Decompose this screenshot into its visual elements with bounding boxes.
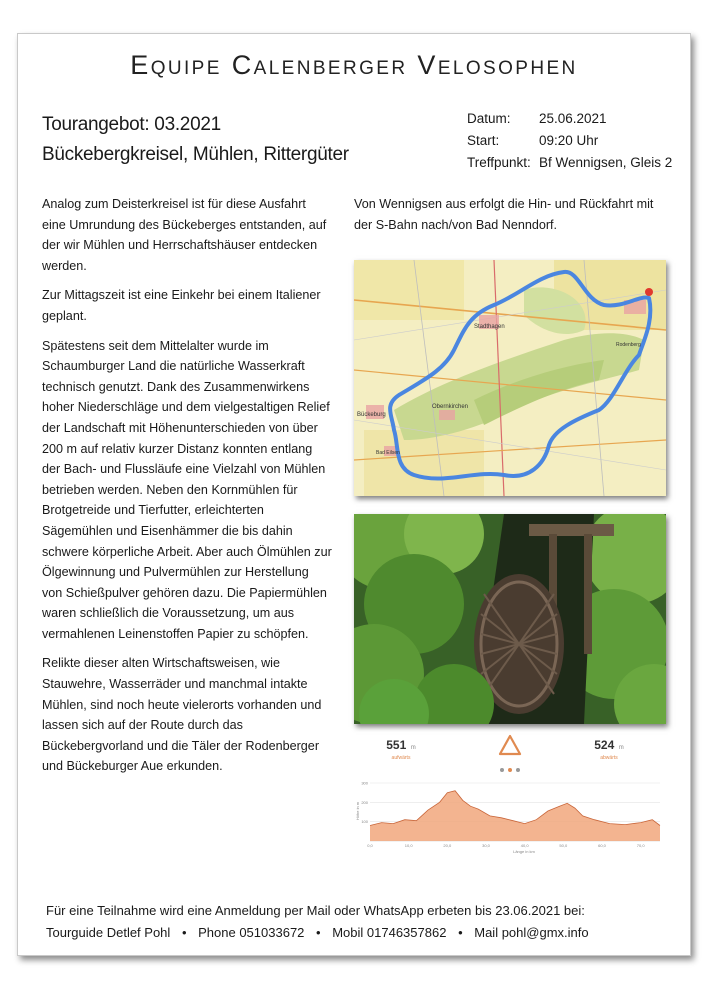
route-map <box>354 260 666 496</box>
x-tick-label: 20,0 <box>443 843 452 848</box>
bullet: • <box>181 925 187 940</box>
flyer-page <box>17 33 691 956</box>
map-label-obernkirchen: Obernkirchen <box>432 404 469 410</box>
body-text-left <box>42 194 332 786</box>
x-tick-label: 30,0 <box>482 843 490 848</box>
tour-heading <box>42 110 349 170</box>
x-tick-label: 70,0 <box>636 843 645 848</box>
contact-line <box>46 922 589 944</box>
tour-number: Tourangebot: 03.2021 <box>42 114 221 135</box>
ascent-value: 551 <box>386 738 407 752</box>
watermill-graphic <box>354 514 666 724</box>
meta-start-row <box>467 130 672 152</box>
paragraph: Spätestens seit dem Mittelalter wurde im Schaumburger Land die natürliche Wasserkraft technisch genutzt. Dank des Zusammenwirkens hoher Niederschläge und dem vielgestaltigen Relief der Landschaft mit Höhenunterschieden von über 200 m auf relativ kurzer Distanz konnten entlang der Bach- und Flussläufe eine Vielzahl von Mühlen betrieben werden. Neben den Kornmühlen für Brotgetreide und Tierfutter, erleichterten Sägemühlen und Eisenhämmer die bis dahin schwere körperliche Arbeit. Aber auch Ölmühlen zur Ölgewinnung und Pulvermühlen zur Herstellung von Schießpulver gehören dazu. Die Papiermühlen waren schließlich die Voraussetzung, um aus vermahlenen Leinenstoffen Papier zu schöpfen. <box>42 338 332 641</box>
elevation-profile <box>354 775 666 855</box>
meta-value: Bf Wennigsen, Gleis 2 <box>539 155 673 170</box>
y-tick-label: 100 <box>361 819 368 825</box>
triangle-icon <box>498 734 522 761</box>
paragraph: Analog zum Deisterkreisel ist für diese Ausfahrt eine Umrundung des Bückeberges entstanden, auf der wir Mühlen und Herrschaftshäuser entdecken werden. <box>42 197 327 273</box>
map-label-bueckeburg: Bückeburg <box>357 412 386 418</box>
x-tick-label: 60,0 <box>598 843 606 848</box>
descent-stat <box>564 736 654 761</box>
meta-date-row <box>467 108 672 130</box>
elevation-chart <box>354 775 666 855</box>
meta-label: Start: <box>467 133 500 148</box>
map-label-rodenberg: Rodenberg <box>616 342 641 348</box>
meta-value: 09:20 Uhr <box>539 133 599 148</box>
x-tick-label: 50,0 <box>559 843 568 848</box>
descent-unit: m <box>618 745 624 751</box>
y-tick-label: 300 <box>361 780 368 786</box>
elevation-stats <box>354 734 666 774</box>
phone-number: Phone 051033672 <box>198 925 305 940</box>
email-address[interactable]: Mail pohl@gmx.info <box>474 925 589 940</box>
route-map-graphic <box>354 260 666 496</box>
x-tick-label: 10,0 <box>404 843 413 848</box>
body-text-right: Von Wennigsen aus erfolgt die Hin- und Rückfahrt mit der S-Bahn nach/von Bad Nenndorf. <box>354 197 654 232</box>
y-axis-label: Höhe in m <box>355 801 360 821</box>
tour-meta <box>467 108 672 174</box>
page-title: Equipe Calenberger Velosophen <box>130 50 578 80</box>
mobile-number: Mobil 01746357862 <box>332 925 447 940</box>
ascent-stat <box>356 736 446 761</box>
meta-value: 25.06.2021 <box>539 111 607 126</box>
y-tick-label: 200 <box>361 799 368 805</box>
ascent-label: aufwärts <box>391 755 411 761</box>
meta-label: Datum: <box>467 111 511 126</box>
footer <box>46 900 589 944</box>
paragraph: Relikte dieser alten Wirtschaftsweisen, wie Stauwehre, Wasserräder und manchmal intakte Mühlen, sind noch heute vielerorts vorhanden und lassen sich auf der Route durch das Bückebergvorland und die Täler der Rodenberger und Bückeburger Aue erkunden. <box>42 656 322 774</box>
bullet: • <box>458 925 463 940</box>
x-tick-label: 40,0 <box>520 843 529 848</box>
descent-value: 524 <box>594 738 615 752</box>
x-axis-label: Länge in km <box>513 849 535 854</box>
meta-meeting-row <box>467 152 672 174</box>
guide-name: Tourguide Detlef Pohl <box>46 925 171 940</box>
meta-label: Treffpunkt: <box>467 155 531 170</box>
paragraph: Zur Mittagszeit ist eine Einkehr bei einem Italiener geplant. <box>42 288 321 323</box>
tour-name: Bückebergkreisel, Mühlen, Rittergüter <box>42 144 349 165</box>
map-label-bad-eilsen: Bad Eilsen <box>376 450 400 456</box>
registration-note: Für eine Teilnahme wird eine Anmeldung per Mail oder WhatsApp erbeten bis 23.06.2021 bei: <box>46 903 585 918</box>
watermill-photo <box>354 514 666 724</box>
ascent-unit: m <box>410 745 416 751</box>
descent-label: abwärts <box>600 755 618 761</box>
x-tick-label: 0,0 <box>367 843 373 848</box>
bullet: • <box>316 925 321 940</box>
map-label-stadthagen: Stadthagen <box>474 324 505 330</box>
